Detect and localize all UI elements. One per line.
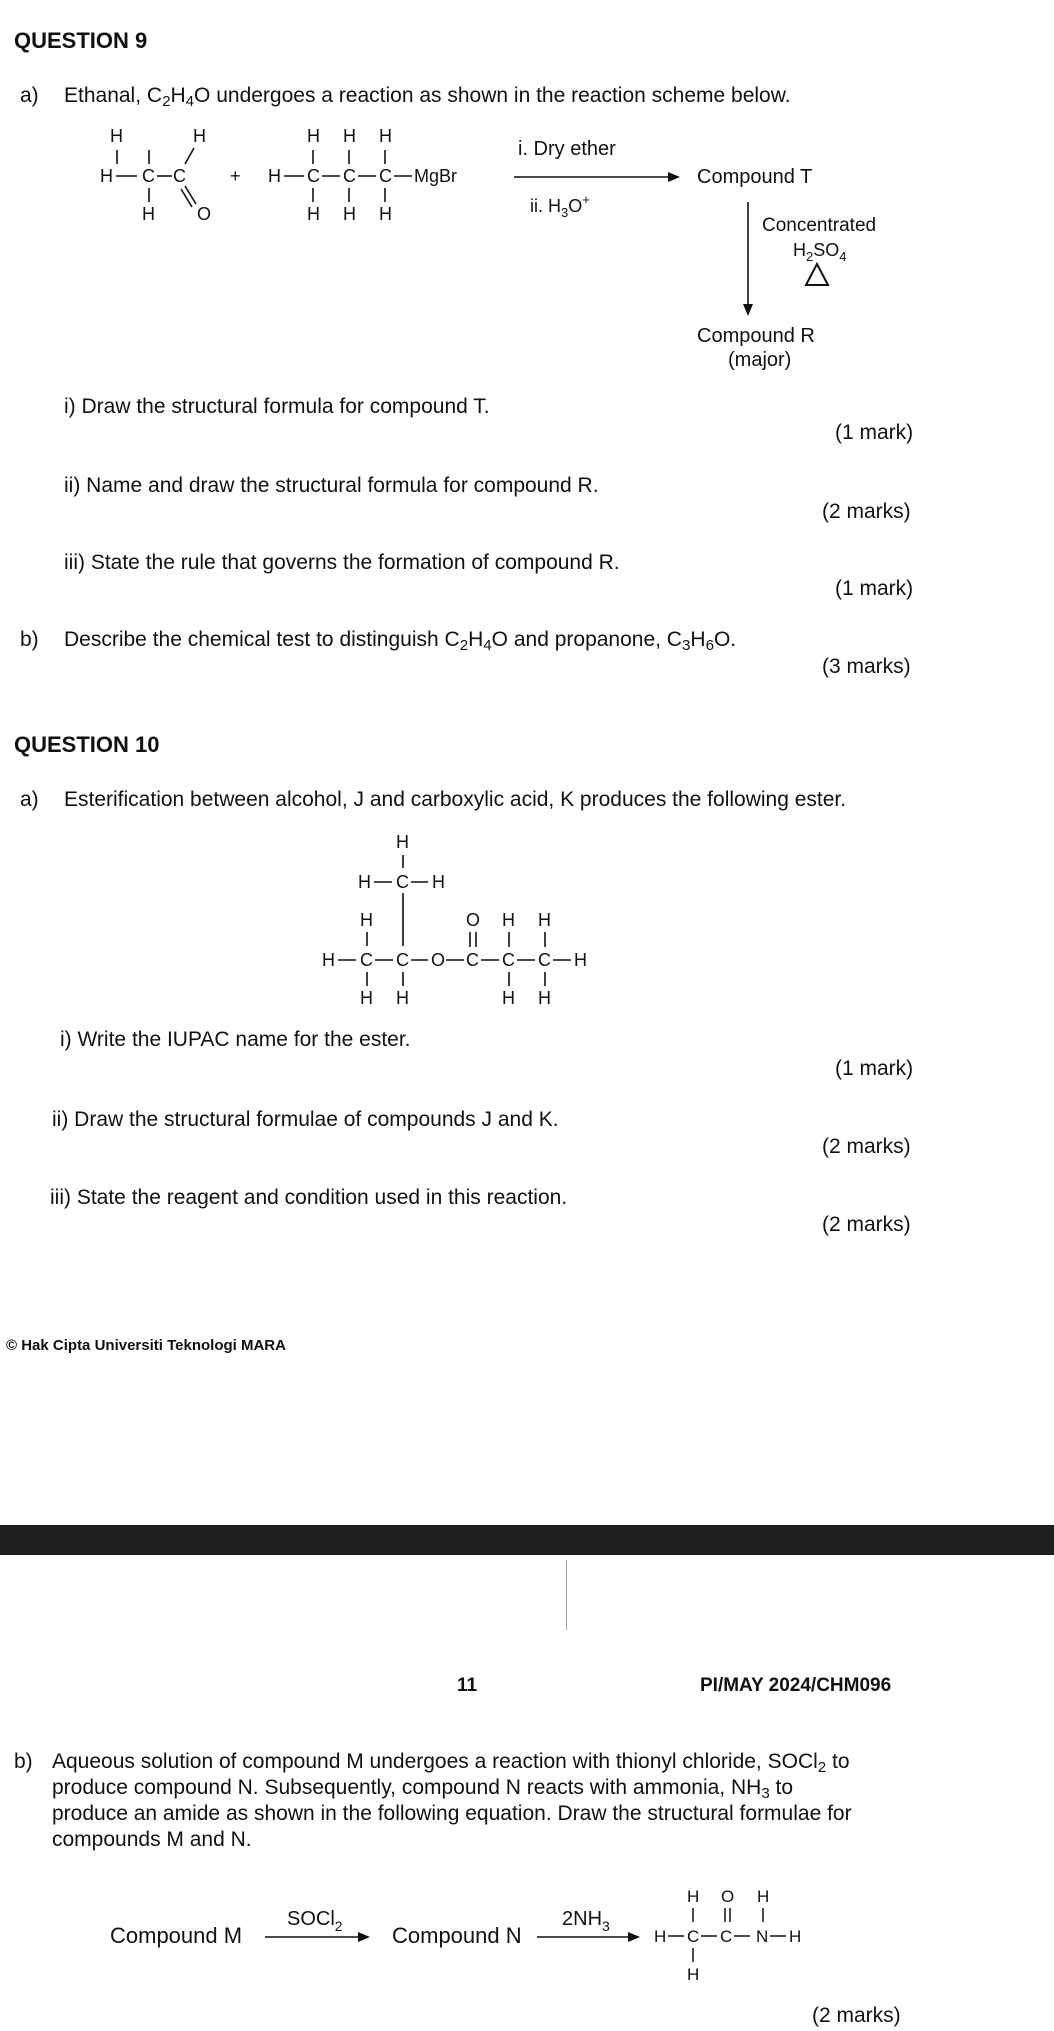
svg-text:C: C xyxy=(379,166,392,186)
svg-text:H: H xyxy=(110,126,123,146)
svg-text:H: H xyxy=(502,988,515,1008)
svg-text:H: H xyxy=(538,988,551,1008)
compound-t-label: Compound T xyxy=(697,166,813,188)
svg-text:H: H xyxy=(193,126,206,146)
q10-part-a-label: a) xyxy=(20,788,39,811)
svg-text:H: H xyxy=(343,204,356,224)
svg-text:O: O xyxy=(721,1887,735,1906)
ester-structure xyxy=(300,826,630,1016)
svg-text:C: C xyxy=(173,166,186,186)
major-label: (major) xyxy=(728,349,792,371)
svg-text:O: O xyxy=(197,204,212,224)
q10-i-marks: (1 mark) xyxy=(835,1057,914,1080)
svg-text:C: C xyxy=(720,1927,733,1946)
q10-b-line3: produce an amide as shown in the following equation. Draw the structural formulae for xyxy=(52,1802,852,1825)
q9-iii-text: iii) State the rule that governs the formation of compound R. xyxy=(64,551,620,574)
question-9-title: QUESTION 9 xyxy=(14,28,148,53)
eq-socl2: SOCl$_2$ xyxy=(287,1908,343,1934)
q10-part-a-text: Esterification between alcohol, J and carboxylic acid, K produces the following ester. xyxy=(64,788,847,811)
q9-ii-text: ii) Name and draw the structural formula for compound R. xyxy=(64,474,599,497)
question-10-title: QUESTION 10 xyxy=(14,732,160,757)
svg-text:C: C xyxy=(360,950,373,970)
eq-compound-n: Compound N xyxy=(392,1923,522,1948)
q9-i-text: i) Draw the structural formula for compound T. xyxy=(64,395,490,418)
q9-ii-marks: (2 marks) xyxy=(822,500,911,523)
svg-text:H: H xyxy=(360,910,373,930)
svg-text:H: H xyxy=(343,126,356,146)
svg-text:H: H xyxy=(307,126,320,146)
svg-text:O: O xyxy=(466,910,481,930)
compound-r-label: Compound R xyxy=(697,325,815,347)
heat-triangle-icon xyxy=(806,264,828,285)
condition-h2so4: $H_2SO_4$ xyxy=(793,240,847,264)
svg-text:H: H xyxy=(538,910,551,930)
q9-iii-marks: (1 mark) xyxy=(835,577,914,600)
q10-ii-marks: (2 marks) xyxy=(822,1135,911,1158)
ethanal-structure xyxy=(100,126,211,224)
svg-text:C: C xyxy=(466,950,479,970)
q10-b-line1: Aqueous solution of compound M undergoes a reaction with thionyl chloride, SOCl$_2$ to xyxy=(52,1750,850,1776)
copyright-footer: © Hak Cipta Universiti Teknologi MARA xyxy=(6,1337,286,1354)
q9-part-a-label: a) xyxy=(20,84,39,107)
svg-text:C: C xyxy=(687,1927,700,1946)
grignard-structure xyxy=(268,126,457,224)
page-divider-band xyxy=(0,1525,1054,1555)
q10-iii-marks: (2 marks) xyxy=(822,1213,911,1236)
condition-concentrated: Concentrated xyxy=(762,215,877,236)
q10-ii-text: ii) Draw the structural formulae of compounds J and K. xyxy=(52,1108,559,1131)
svg-text:H: H xyxy=(757,1887,770,1906)
svg-text:H: H xyxy=(396,988,409,1008)
svg-text:H: H xyxy=(360,988,373,1008)
svg-text:H: H xyxy=(654,1927,667,1946)
svg-text:H: H xyxy=(100,166,113,186)
svg-text:H: H xyxy=(396,832,409,852)
q10-iii-text: iii) State the reagent and condition used in this reaction. xyxy=(50,1186,568,1209)
scan-line xyxy=(566,1560,567,1630)
q10-part-b-label: b) xyxy=(14,1750,33,1773)
reagent-h3o: ii. $H_3O^+$ xyxy=(530,192,590,220)
svg-text:H: H xyxy=(502,910,515,930)
eq-compound-m: Compound M xyxy=(110,1923,243,1948)
q9-part-a-text: Ethanal, $C_2H_4O$ undergoes a reaction as shown in the reaction scheme below. xyxy=(64,84,791,110)
svg-text:H: H xyxy=(379,204,392,224)
svg-text:C: C xyxy=(343,166,356,186)
page-number: 11 xyxy=(457,1675,478,1696)
svg-text:H: H xyxy=(322,950,335,970)
mgbr-label: MgBr xyxy=(414,166,458,186)
q10-i-text: i) Write the IUPAC name for the ester. xyxy=(60,1028,411,1051)
svg-text:C: C xyxy=(502,950,515,970)
q10-b-marks: (2 marks) xyxy=(812,2004,901,2027)
svg-text:O: O xyxy=(431,950,446,970)
svg-text:H: H xyxy=(379,126,392,146)
svg-text:H: H xyxy=(789,1927,802,1946)
q10-b-line2: produce compound N. Subsequently, compound N reacts with ammonia, $NH_3$ to xyxy=(52,1776,794,1802)
svg-text:C: C xyxy=(396,872,409,892)
svg-text:H: H xyxy=(687,1887,700,1906)
svg-text:H: H xyxy=(358,872,371,892)
amide-equation xyxy=(0,1880,1054,2000)
svg-text:C: C xyxy=(142,166,155,186)
svg-text:C: C xyxy=(396,950,409,970)
svg-text:H: H xyxy=(307,204,320,224)
svg-text:H: H xyxy=(687,1965,700,1984)
q9-reaction-scheme xyxy=(0,120,1054,380)
eq-2nh3: $2NH_3$ xyxy=(562,1908,610,1934)
svg-text:H: H xyxy=(142,204,155,224)
svg-text:C: C xyxy=(538,950,551,970)
q9-part-b-label: b) xyxy=(20,628,39,651)
q9-b-marks: (3 marks) xyxy=(822,655,911,678)
reagent-dry-ether: i. Dry ether xyxy=(518,138,616,160)
svg-text:N: N xyxy=(756,1927,769,1946)
page-code: PI/MAY 2024/CHM096 xyxy=(700,1675,892,1696)
q9-i-marks: (1 mark) xyxy=(835,421,914,444)
svg-text:H: H xyxy=(268,166,281,186)
svg-text:H: H xyxy=(432,872,445,892)
acetamide-structure xyxy=(654,1887,801,1984)
plus-sign: + xyxy=(230,166,241,186)
q10-b-line4: compounds M and N. xyxy=(52,1828,252,1851)
q9-part-b-text: Describe the chemical test to distinguish $C_2H_4O$ and propanone, $C_3H_6O$. xyxy=(64,628,737,654)
svg-text:C: C xyxy=(307,166,320,186)
svg-text:H: H xyxy=(574,950,587,970)
